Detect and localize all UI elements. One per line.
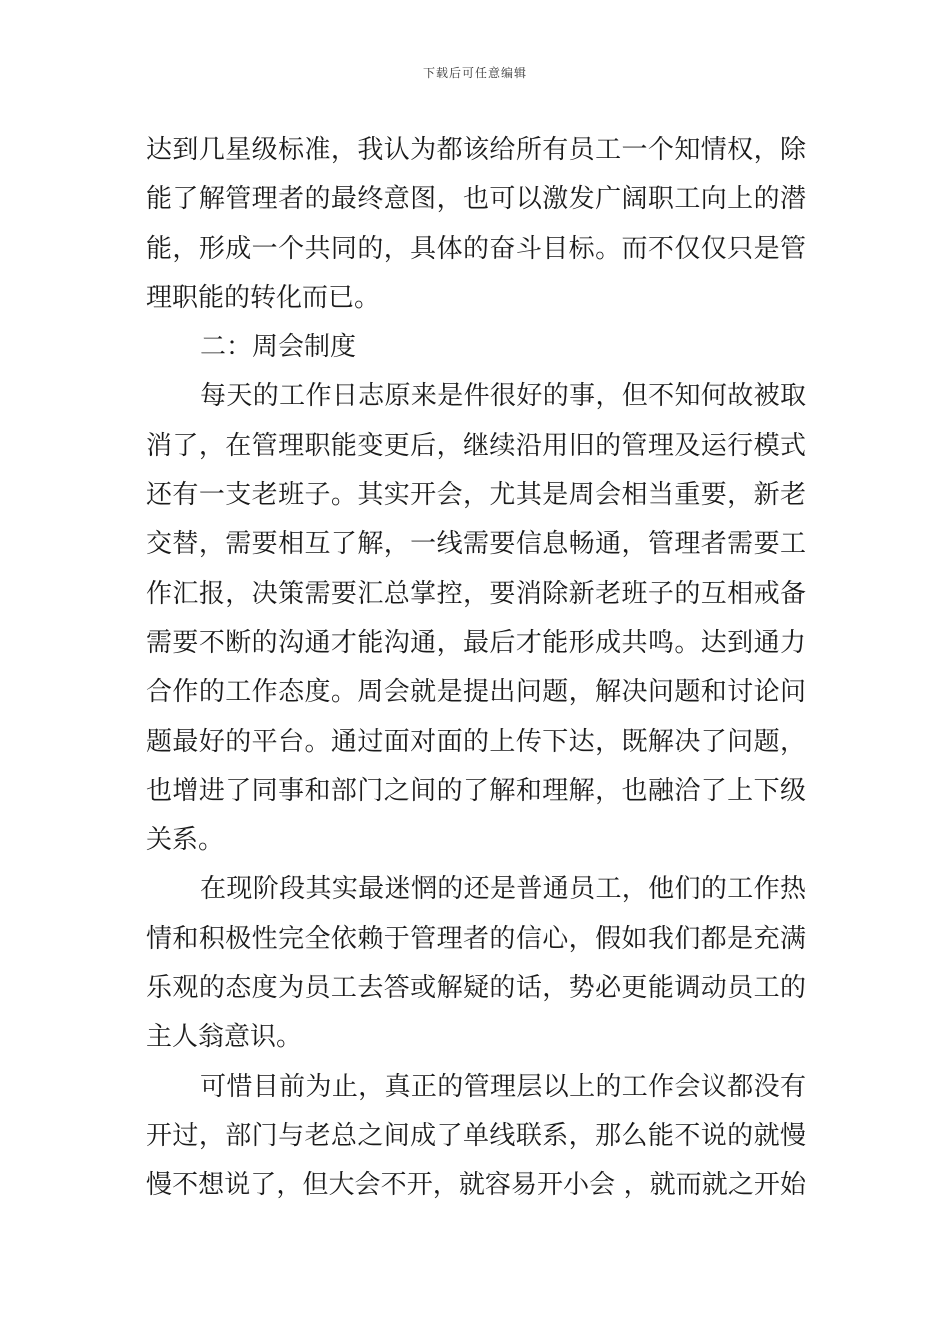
text-line: 每天的工作日志原来是件很好的事，但不知何故被取 (200, 381, 806, 412)
text-line: 理职能的转化而已。 (146, 282, 381, 313)
text-line: 情和积极性完全依赖于管理者的信心，假如我们都是充满 (146, 923, 806, 954)
page-header: 下载后可任意编辑 (422, 66, 527, 80)
text-line: 二：周会制度 (200, 332, 357, 363)
text-line: 作汇报，决策需要汇总掌控，要消除新老班子的互相戒备 (146, 578, 806, 609)
text-line: 达到几星级标准，我认为都该给所有员工一个知情权，除 (146, 135, 806, 165)
text-line: 乐观的态度为员工去答或解疑的话，势必更能调动员工的 (146, 973, 806, 1004)
text-line: 开过，部门与老总之间成了单线联系，那么能不说的就慢 (146, 1120, 806, 1151)
text-line: 需要不断的沟通才能沟通，最后才能形成共鸣。达到通力 (146, 627, 806, 658)
text-line: 可惜目前为止，真正的管理层以上的工作会议都没有 (200, 1071, 806, 1102)
text-line: 慢不想说了，但大会不开，就容易开小会 ，就而就之开始 (146, 1170, 806, 1201)
text-line: 交替，需要相互了解，一线需要信息畅通，管理者需要工 (146, 529, 806, 560)
text-line: 也增进了同事和部门之间的了解和理解，也融洽了上下级 (146, 775, 806, 806)
text-line: 能，形成一个共同的，具体的奋斗目标。而不仅仅只是管 (146, 233, 806, 264)
text-line: 能了解管理者的最终意图，也可以激发广阔职工向上的潜 (146, 184, 806, 215)
text-line: 合作的工作态度。周会就是提出问题，解决问题和讨论问 (146, 677, 806, 708)
text-line: 关系。 (146, 825, 225, 856)
text-line: 题最好的平台。通过面对面的上传下达，既解决了问题， (146, 726, 806, 757)
document-body (146, 126, 806, 1211)
text-line: 在现阶段其实最迷惘的还是普通员工，他们的工作热 (200, 874, 806, 905)
text-line: 消了，在管理职能变更后，继续沿用旧的管理及运行模式 (146, 430, 806, 461)
text-line: 主人翁意识。 (146, 1022, 303, 1053)
text-line: 还有一支老班子。其实开会，尤其是周会相当重要，新老 (146, 480, 806, 511)
